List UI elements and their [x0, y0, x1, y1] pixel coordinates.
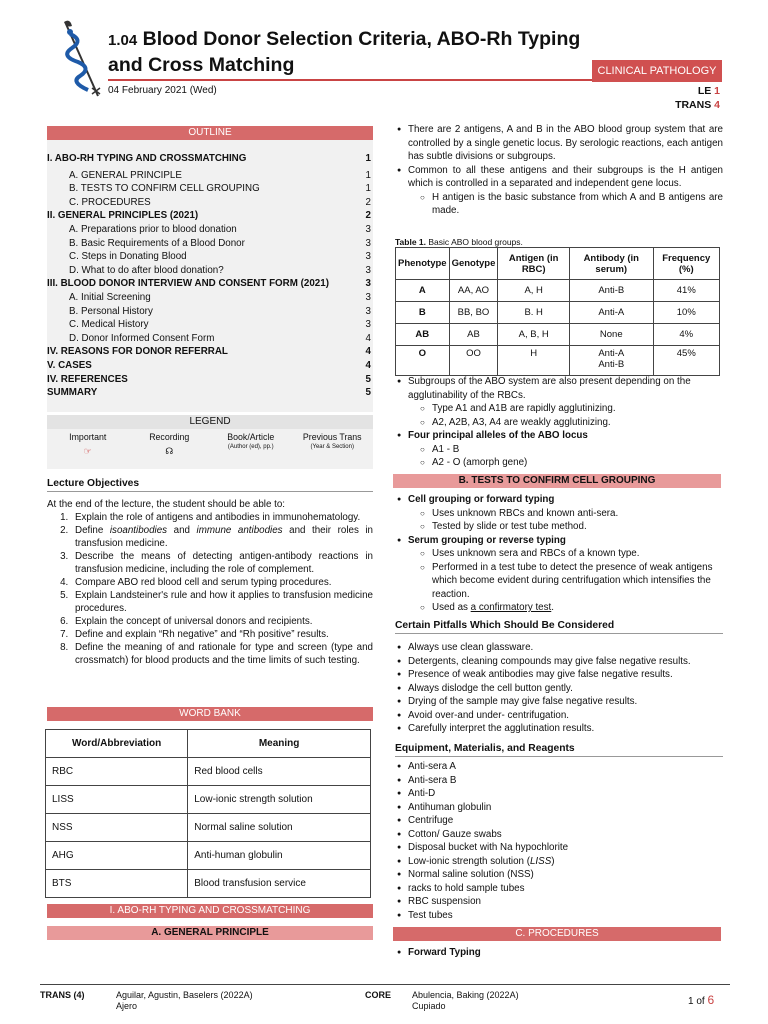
- table-row: NSS Normal saline solution: [46, 814, 371, 842]
- outline-list: [47, 140, 373, 412]
- outline-item[interactable]: B. Personal History 3: [69, 305, 371, 317]
- page-number: 1 of 6: [688, 993, 715, 1007]
- list-item: ● There are 2 antigens, A and B in the ABO blood group system that are controlled by a single genetic locus. By serologic reactions, each antigen has subtle divisions or subgroups.: [395, 123, 723, 164]
- list-item: ○ Uses unknown RBCs and known anti-sera.: [408, 507, 723, 521]
- list-item: ○ Uses unknown sera and RBCs of a known type.: [408, 547, 723, 561]
- equipment-heading: Equipment, Materialis, and Reagents: [395, 743, 723, 757]
- outline-item[interactable]: I. ABO-RH TYPING AND CROSSMATCHING 1: [47, 153, 371, 164]
- objective-item: 2. Define isoantibodies and immune antibodies and their roles in transfusion medicine.: [71, 524, 373, 550]
- list-item: ○ A2, A2B, A3, A4 are weakly agglutinizing.: [408, 416, 723, 430]
- outline-item[interactable]: III. BLOOD DONOR INTERVIEW AND CONSENT FORM (2021) 3: [47, 278, 371, 290]
- list-item: ● Carefully interpret the agglutination results.: [395, 722, 723, 736]
- list-item: ● Detergents, cleaning compounds may give false negative results.: [395, 655, 723, 669]
- abo-col-phenotype: Phenotype: [396, 248, 450, 280]
- objective-item: 3. Describe the means of detecting antigen-antibody reactions in transfusion medicine, including the role of complement.: [71, 550, 373, 576]
- footer-divider: [40, 984, 730, 985]
- list-item: ○ Type A1 and A1B are rapidly agglutinizing.: [408, 402, 723, 416]
- outline-item[interactable]: A. GENERAL PRINCIPLE 1: [69, 169, 371, 181]
- list-item: ● Always dislodge the cell button gently.: [395, 682, 723, 696]
- list-item: ● Low-ionic strength solution (LISS): [395, 855, 723, 869]
- abo-table: [395, 247, 720, 376]
- outline-heading: OUTLINE: [47, 126, 373, 140]
- abo-col-frequency: Frequency (%): [653, 248, 719, 280]
- intro-bullets: [395, 123, 723, 218]
- section-b-bar: B. TESTS TO CONFIRM CELL GROUPING: [393, 474, 721, 488]
- legend-previous-trans: Previous Trans (Year & Section): [302, 432, 362, 450]
- footer-core-members: Abulencia, Baking (2022A) Cupiado: [412, 990, 519, 1011]
- list-item: ● Antihuman globulin: [395, 801, 723, 815]
- list-item: ● Common to all these antigens and their subgroups is the H antigen which is controlled in a separated and independent gene locus. ○ H antigen is the basic substance from which A and B antigens are made.: [395, 164, 723, 218]
- list-item: ○ Performed in a test tube to detect the presence of weak antigens which become evident during centrifugation which intensifies the reaction.: [408, 561, 723, 602]
- objective-item: 4. Compare ABO red blood cell and serum typing procedures.: [71, 576, 373, 589]
- legend-heading: LEGEND: [47, 415, 373, 429]
- pitfalls-list: [395, 641, 723, 736]
- outline-item[interactable]: C. PROCEDURES 2: [69, 196, 371, 208]
- table-row: AB AB A, B, H None 4%: [396, 324, 720, 346]
- objective-item: 7. Define and explain “Rh negative” and “Rh positive” results.: [71, 628, 373, 641]
- list-item: ○ Used as a confirmatory test.: [408, 601, 723, 615]
- abo-col-antibody: Antibody (in serum): [570, 248, 654, 280]
- table-row: LISS Low-ionic strength solution: [46, 786, 371, 814]
- outline-item[interactable]: C. Steps in Donating Blood 3: [69, 251, 371, 263]
- list-item: ● Anti-sera B: [395, 774, 723, 788]
- list-item: ● Normal saline solution (NSS): [395, 868, 723, 882]
- table-row: B BB, BO B. H Anti-A 10%: [396, 302, 720, 324]
- legend-important: Important ☞: [47, 429, 129, 469]
- table-row: A AA, AO A, H Anti-B 41%: [396, 280, 720, 302]
- table-row: AHG Anti-human globulin: [46, 842, 371, 870]
- list-item: ● Centrifuge: [395, 814, 723, 828]
- wordbank-col-word: Word/Abbreviation: [46, 730, 188, 758]
- list-item: ○ H antigen is the basic substance from which A and B antigens are made.: [408, 191, 723, 218]
- abo-col-genotype: Genotype: [449, 248, 498, 280]
- wordbank-col-meaning: Meaning: [188, 730, 371, 758]
- headphones-icon: ☊: [165, 446, 174, 456]
- list-item: ○ Tested by slide or test tube method.: [408, 520, 723, 534]
- lecture-date: 04 February 2021 (Wed): [108, 85, 217, 96]
- list-item: ● Serum grouping or reverse typing ○ Uses unknown sera and RBCs of a known type. ○ Performed in a test tube to detect the presence of weak antigens which become evident during centrifugation which intensifies the reaction. ○ Used as a confirmatory test.: [395, 534, 723, 615]
- objective-item: 8. Define the meaning of and rationale for type and screen (type and crossmatch) for blood products and the time limits of such testing.: [71, 641, 373, 667]
- section-c-bar: C. PROCEDURES: [393, 927, 721, 941]
- list-item: ● Drying of the sample may give false negative results.: [395, 695, 723, 709]
- list-item: ○ A2 - O (amorph gene): [408, 456, 723, 470]
- outline-item[interactable]: D. Donor Informed Consent Form 4: [69, 332, 371, 344]
- objective-item: 5. Explain Landsteiner's rule and how it applies to transfusion medicine procedures.: [71, 589, 373, 615]
- objective-item: 1. Explain the role of antigens and antibodies in immunohematology.: [71, 511, 373, 524]
- outline-item[interactable]: SUMMARY 5: [47, 387, 371, 399]
- outline-item[interactable]: A. Initial Screening 3: [69, 291, 371, 303]
- list-item: ● Subgroups of the ABO system are also present depending on the agglutinability of the RBCs. ○ Type A1 and A1B are rapidly agglutinizing. ○ A2, A2B, A3, A4 are weakly agglutinizing.: [395, 375, 723, 429]
- le-trans-label: LE 1 TRANS 4: [675, 85, 720, 111]
- outline-item[interactable]: B. TESTS TO CONFIRM CELL GROUPING 1: [69, 183, 371, 195]
- outline-item[interactable]: B. Basic Requirements of a Blood Donor 3: [69, 237, 371, 249]
- objectives-heading: Lecture Objectives: [47, 478, 373, 492]
- list-item: ○ A1 - B: [408, 443, 723, 457]
- list-item: ● Presence of weak antibodies may give false negative results.: [395, 668, 723, 682]
- list-item: ● Four principal alleles of the ABO locus ○ A1 - B ○ A2 - O (amorph gene): [395, 429, 723, 470]
- outline-item[interactable]: IV. REFERENCES 5: [47, 373, 371, 385]
- cell-grouping-bullets: [395, 493, 723, 615]
- table-row: BTS Blood transfusion service: [46, 870, 371, 898]
- abo-col-antigen: Antigen (in RBC): [498, 248, 570, 280]
- subgroup-bullets: [395, 375, 723, 470]
- footer-core: CORE: [365, 990, 392, 1000]
- wordbank-table: [45, 729, 371, 898]
- list-item: ● Always use clean glassware.: [395, 641, 723, 655]
- list-item: ● Cotton/ Gauze swabs: [395, 828, 723, 842]
- legend-book: Book/Article (Author (ed), pp.): [227, 432, 275, 450]
- list-item: ● Disposal bucket with Na hypochlorite: [395, 841, 723, 855]
- footer-authors: Aguilar, Agustin, Baselers (2022A) Ajero: [116, 990, 253, 1011]
- pitfalls-heading: Certain Pitfalls Which Should Be Considered: [395, 620, 723, 634]
- course-badge: CLINICAL PATHOLOGY: [592, 60, 722, 82]
- outline-item[interactable]: V. CASES 4: [47, 359, 371, 371]
- page-title: 1.04 Blood Donor Selection Criteria, ABO-Rh Typing and Cross Matching: [108, 28, 581, 76]
- list-item: ● Avoid over-and under- centrifugation.: [395, 709, 723, 723]
- table-row: O OO H Anti-A Anti-B 45%: [396, 346, 720, 376]
- list-item: ● Anti-D: [395, 787, 723, 801]
- list-item: ● Cell grouping or forward typing ○ Uses unknown RBCs and known anti-sera. ○ Tested by slide or test tube method.: [395, 493, 723, 534]
- list-item: ● RBC suspension: [395, 895, 723, 909]
- legend-box: [47, 429, 373, 469]
- footer-trans: TRANS (4): [40, 990, 85, 1000]
- outline-item[interactable]: C. Medical History 3: [69, 319, 371, 331]
- objective-item: 6. Explain the concept of universal donors and recipients.: [71, 615, 373, 628]
- objectives-intro: At the end of the lecture, the student should be able to:: [47, 499, 286, 510]
- forward-typing-list: [395, 946, 723, 960]
- list-item: ● Forward Typing: [395, 946, 723, 960]
- pointing-hand-icon: ☞: [83, 446, 92, 456]
- table-row: RBC Red blood cells: [46, 758, 371, 786]
- outline-item[interactable]: A. Preparations prior to blood donation 3: [69, 223, 371, 235]
- equipment-list: [395, 760, 723, 922]
- outline-item[interactable]: II. GENERAL PRINCIPLES (2021) 2: [47, 210, 371, 222]
- section-1-bar: I. ABO-RH TYPING AND CROSSMATCHING: [47, 904, 373, 918]
- list-item: ● Anti-sera A: [395, 760, 723, 774]
- outline-item[interactable]: D. What to do after blood donation? 3: [69, 264, 371, 276]
- objectives-list: [47, 511, 373, 667]
- table-caption: Table 1. Basic ABO blood groups.: [395, 237, 523, 247]
- wordbank-heading: WORD BANK: [47, 707, 373, 721]
- list-item: ● racks to hold sample tubes: [395, 882, 723, 896]
- section-a-bar: A. GENERAL PRINCIPLE: [47, 926, 373, 940]
- outline-item[interactable]: IV. REASONS FOR DONOR REFERRAL 4: [47, 346, 371, 358]
- caduceus-logo-icon: [56, 18, 106, 100]
- list-item: ● Test tubes: [395, 909, 723, 923]
- legend-recording: Recording ☊: [129, 429, 211, 469]
